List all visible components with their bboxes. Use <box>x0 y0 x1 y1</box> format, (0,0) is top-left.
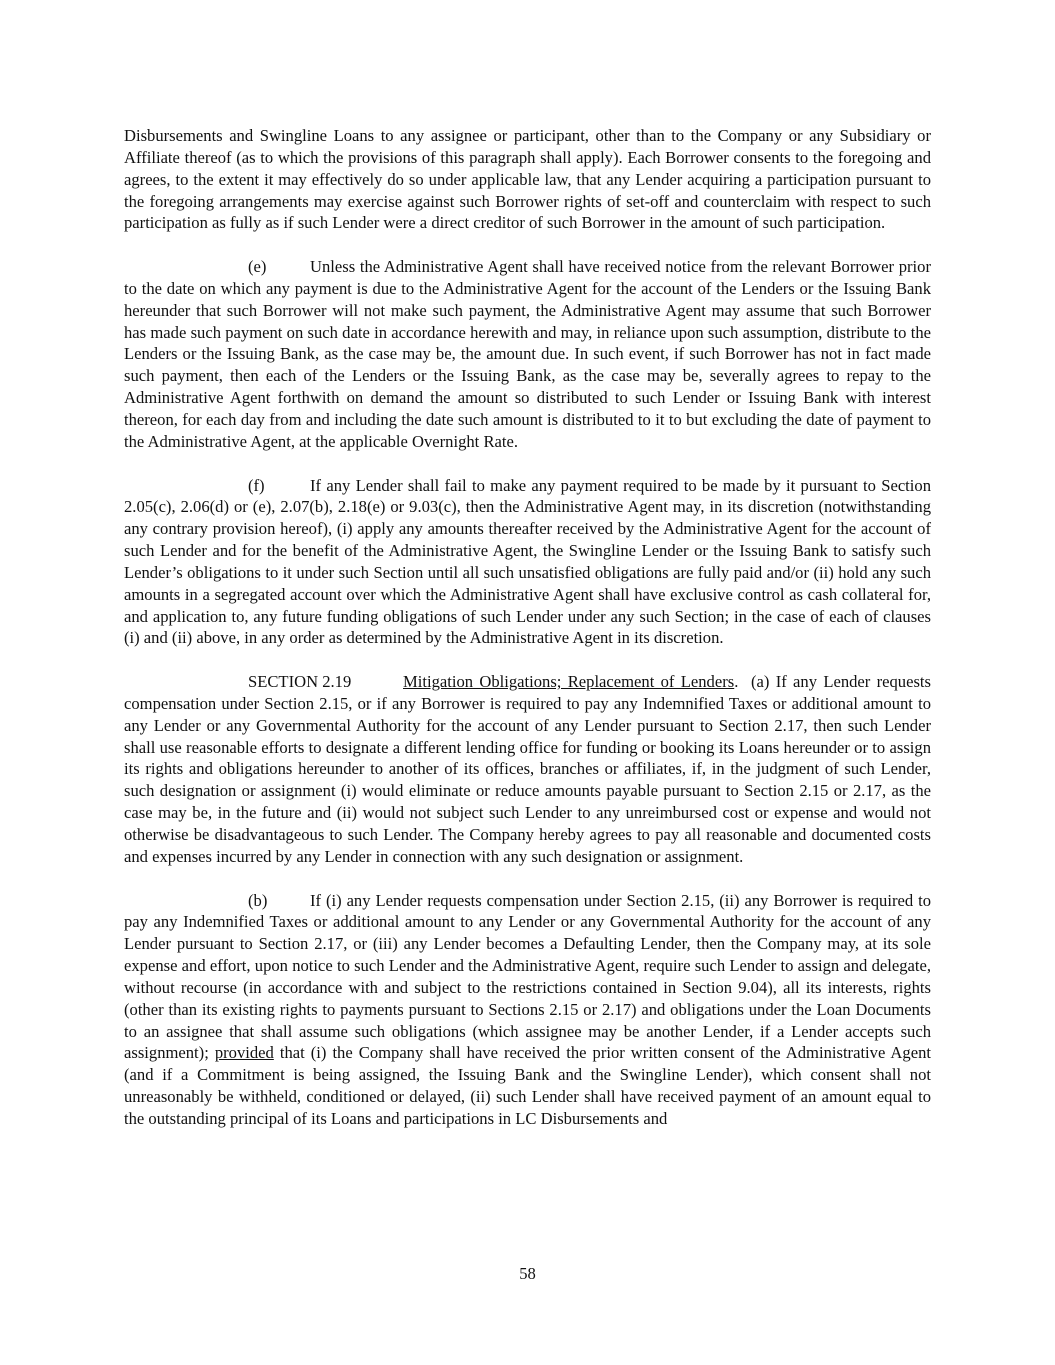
paragraph-text-continued: that (i) the Company shall have received the prior written consent of the Administrative Agent (and if a Commitment is being assigned, the Issuing Bank and the Swingline Lender), which consent shall not unreasonably be withheld, conditioned or delayed, (ii) such Lender shall have received payment of an amount equal to the outstanding principal of its Loans and participations in LC Disbursements and <box>124 1043 931 1128</box>
paragraph-e <box>124 256 931 453</box>
page-number: 58 <box>519 1264 536 1283</box>
paragraph-text: Unless the Administrative Agent shall have received notice from the relevant Borrower prior to the date on which any payment is due to the Administrative Agent for the account of the Lenders or the Issuing Bank hereunder that such Borrower will not make such payment, the Administrative Agent may assume that such Borrower has made such payment on such date in accordance herewith and may, in reliance upon such assumption, distribute to the Lenders or the Issuing Bank, as the case may be, the amount due. In such event, if such Borrower has not in fact made such payment, then each of the Lenders or the Issuing Bank, as the case may be, severally agrees to repay to the Administrative Agent forthwith on demand the amount so distributed to such Lender or Issuing Bank with interest thereon, for each day from and including the date such amount is distributed to it to but excluding the date of payment to the Administrative Agent, at the applicable Overnight Rate. <box>124 257 931 451</box>
section-2-19 <box>124 671 931 868</box>
clause-label-b: (b) <box>248 890 268 910</box>
clause-label-e: (e) <box>248 257 267 277</box>
paragraph-text: If (i) any Lender requests compensation under Section 2.15, (ii) any Borrower is required to pay any Indemnified Taxes or additional amount to any Lender or any Governmental Authority for the account of any Lender pursuant to Section 2.17, or (iii) any Lender becomes a Defaulting Lender, then the Company may, at its sole expense and effort, upon notice to such Lender and the Administrative Agent, require such Lender to assign and delegate, without recourse (in accordance with and subject to the restrictions contained in Section 9.04), all its interests, rights (other than its existing rights to payments pursuant to Sections 2.15 or 2.17) and obligations under the Loan Documents to an assignee that shall assume such obligations (which assignee may be another Lender, if a Lender accepts such assignment); <box>124 890 931 1063</box>
paragraph-text: (a) If any Lender requests compensation under Section 2.15, or if any Borrower is required to pay any Indemnified Taxes or additional amount to any Lender or any Governmental Authority for the account of any Lender pursuant to Section 2.17, then such Lender shall use reasonable efforts to designate a different lending office for funding or booking its Loans hereunder or to assign its rights and obligations hereunder to another of its offices, branches or affiliates, if, in the judgment of such Lender, such designation or assignment (i) would eliminate or reduce amounts payable pursuant to Section 2.15 or 2.17, as the case may be, in the future and (ii) would not subject such Lender to any unreimbursed cost or expense and would not otherwise be disadvantageous to such Lender. The Company hereby agrees to pay all reasonable and documented costs and expenses incurred by any Lender in connection with any such designation or assignment. <box>124 672 931 866</box>
paragraph-continuation <box>124 125 931 234</box>
paragraph-b <box>124 890 931 1130</box>
paragraph-text: If any Lender shall fail to make any payment required to be made by it pursuant to Section 2.05(c), 2.06(d) or (e), 2.07(b), 2.18(e) or 9.03(c), then the Administrative Agent may, in its discretion (notwithstanding any contrary provision hereof), (i) apply any amounts thereafter received by the Administrative Agent for the account of such Lender and for the benefit of the Administrative Agent, the Swingline Lender or the Issuing Bank to satisfy such Lender’s obligations to it under such Section until all such unsatisfied obligations are fully paid and/or (ii) hold any such amounts in a segregated account over which the Administrative Agent shall have exclusive control as cash collateral for, and application to, any future funding obligations of such Lender under any such Section; in the case of each of clauses (i) and (ii) above, in any order as determined by the Administrative Agent in its discretion. <box>124 475 931 648</box>
section-title-period: . <box>734 672 739 692</box>
section-number: SECTION 2.19 <box>248 672 352 692</box>
document-page <box>124 125 931 1152</box>
paragraph-f <box>124 475 931 650</box>
section-title: Mitigation Obligations; Replacement of Lenders <box>403 672 735 692</box>
provided-term: provided <box>214 1043 274 1063</box>
paragraph-text: Disbursements and Swingline Loans to any assignee or participant, other than to the Company or any Subsidiary or Affiliate thereof (as to which the provisions of this paragraph shall apply). Each Borrower consents to the foregoing and agrees, to the extent it may effectively do so under applicable law, that any Lender acquiring a participation pursuant to the foregoing arrangements may exercise against such Borrower rights of set-off and counterclaim with respect to such participation as fully as if such Lender were a direct creditor of such Borrower in the amount of such participation. <box>124 126 931 233</box>
clause-label-f: (f) <box>248 475 265 495</box>
